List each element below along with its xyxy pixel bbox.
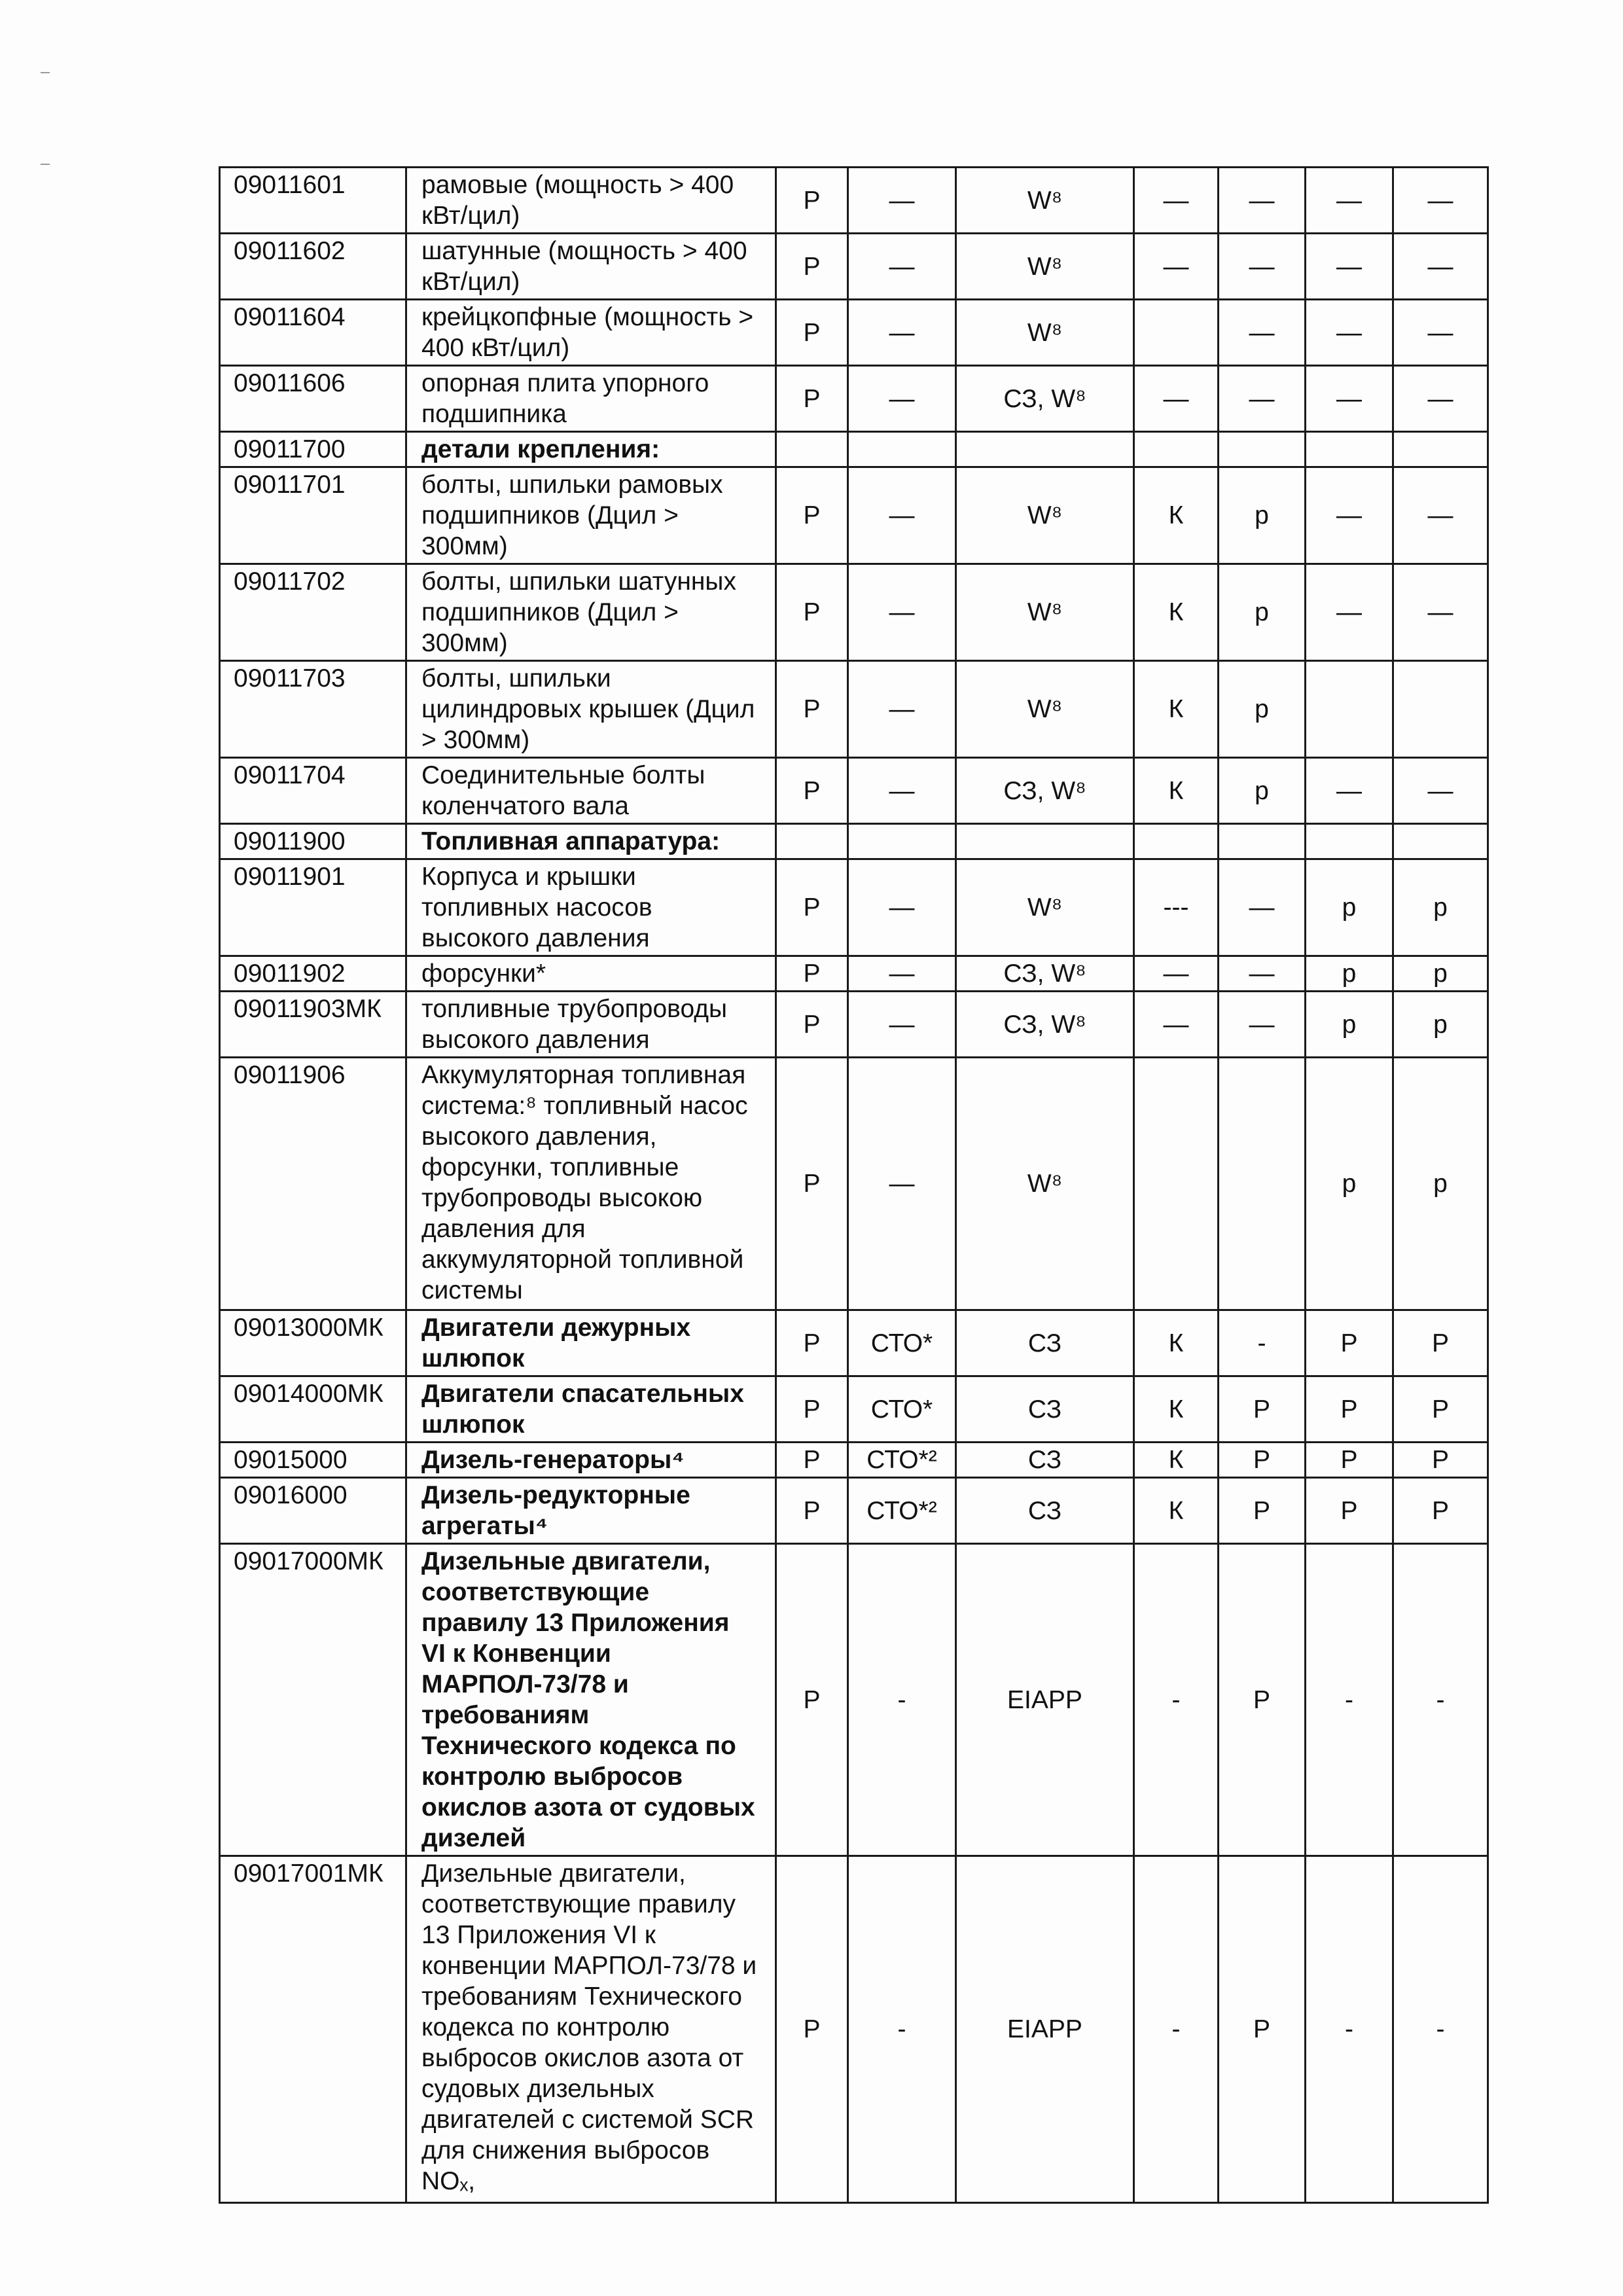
col-3-cell: W⁸ — [956, 564, 1134, 661]
col-3-cell: W⁸ — [956, 661, 1134, 758]
col-4-cell: — — [1134, 366, 1219, 432]
col-6-cell: р — [1306, 956, 1393, 992]
col-1-cell: Р — [776, 1310, 848, 1376]
code-cell: 09011901 — [220, 859, 406, 956]
table-row — [220, 758, 1488, 824]
col-7-cell — [1393, 432, 1488, 467]
table-row — [220, 366, 1488, 432]
col-1-cell — [776, 824, 848, 859]
col-7-cell — [1393, 661, 1488, 758]
col-1-cell — [776, 432, 848, 467]
code-cell: 09014000МК — [220, 1376, 406, 1443]
col-1-cell: Р — [776, 859, 848, 956]
col-3-cell — [956, 432, 1134, 467]
col-5-cell: Р — [1219, 1443, 1306, 1478]
col-6-cell: Р — [1306, 1478, 1393, 1544]
description-cell: топливные трубопроводы высокого давления — [406, 992, 776, 1058]
col-3-cell: EIAPP — [956, 1856, 1134, 2203]
description-cell: форсунки* — [406, 956, 776, 992]
col-5-cell: - — [1219, 1310, 1306, 1376]
table-body — [220, 168, 1488, 2203]
col-5-cell: — — [1219, 234, 1306, 300]
col-5-cell: Р — [1219, 1856, 1306, 2203]
col-5-cell: Р — [1219, 1544, 1306, 1856]
description-cell: детали крепления: — [406, 432, 776, 467]
table-row — [220, 956, 1488, 992]
col-7-cell: р — [1393, 992, 1488, 1058]
col-2-cell: — — [848, 758, 956, 824]
col-7-cell: Р — [1393, 1310, 1488, 1376]
col-6-cell: — — [1306, 234, 1393, 300]
col-5-cell: — — [1219, 366, 1306, 432]
description-cell: Дизель-генераторы⁴ — [406, 1443, 776, 1478]
col-3-cell: СЗ, W⁸ — [956, 956, 1134, 992]
col-5-cell: р — [1219, 564, 1306, 661]
col-1-cell: Р — [776, 1544, 848, 1856]
table-row — [220, 432, 1488, 467]
scan-artifact — [41, 164, 50, 165]
col-5-cell: — — [1219, 992, 1306, 1058]
col-1-cell: Р — [776, 1856, 848, 2203]
col-4-cell: - — [1134, 1856, 1219, 2203]
col-7-cell: р — [1393, 859, 1488, 956]
description-cell: Дизельные двигатели, соответствующие правилу 13 Приложения VI к Конвенции МАРПОЛ-73/78 и требованиям Технического кодекса по контролю выбросов окислов азота от судовых дизелей — [406, 1544, 776, 1856]
col-5-cell — [1219, 1058, 1306, 1310]
col-2-cell: — — [848, 300, 956, 366]
code-cell: 09017001МК — [220, 1856, 406, 2203]
col-1-cell: Р — [776, 168, 848, 234]
col-3-cell: СЗ — [956, 1310, 1134, 1376]
description-cell: Дизельные двигатели, соответствующие правилу 13 Приложения VI к конвенции МАРПОЛ-73/78 и требованиям Технического кодекса по контролю выбросов окислов азота от судовых дизельных двигателей с системой SCR для снижения выбросов NOₓ, — [406, 1856, 776, 2203]
col-1-cell: Р — [776, 300, 848, 366]
col-4-cell: К — [1134, 1310, 1219, 1376]
col-2-cell: — — [848, 992, 956, 1058]
col-2-cell: — — [848, 234, 956, 300]
col-2-cell — [848, 432, 956, 467]
col-2-cell — [848, 824, 956, 859]
code-cell: 09011903МК — [220, 992, 406, 1058]
col-4-cell: К — [1134, 1478, 1219, 1544]
col-1-cell: Р — [776, 366, 848, 432]
col-7-cell: р — [1393, 1058, 1488, 1310]
col-6-cell — [1306, 661, 1393, 758]
col-6-cell: р — [1306, 859, 1393, 956]
col-6-cell: — — [1306, 564, 1393, 661]
col-4-cell: — — [1134, 234, 1219, 300]
code-cell: 09015000 — [220, 1443, 406, 1478]
col-5-cell: — — [1219, 168, 1306, 234]
col-2-cell: — — [848, 956, 956, 992]
code-cell: 09011900 — [220, 824, 406, 859]
table-row — [220, 1443, 1488, 1478]
code-cell: 09011902 — [220, 956, 406, 992]
code-cell: 09017000МК — [220, 1544, 406, 1856]
description-cell: Корпуса и крышки топливных насосов высокого давления — [406, 859, 776, 956]
col-7-cell: — — [1393, 366, 1488, 432]
code-cell: 09011601 — [220, 168, 406, 234]
table-row — [220, 992, 1488, 1058]
table-row — [220, 824, 1488, 859]
col-2-cell: СТО* — [848, 1376, 956, 1443]
col-3-cell: W⁸ — [956, 467, 1134, 564]
code-cell: 09011604 — [220, 300, 406, 366]
col-1-cell: Р — [776, 1376, 848, 1443]
col-7-cell: Р — [1393, 1376, 1488, 1443]
description-cell: крейцкопфные (мощность > 400 кВт/цил) — [406, 300, 776, 366]
col-7-cell: — — [1393, 300, 1488, 366]
col-4-cell: — — [1134, 992, 1219, 1058]
col-5-cell: — — [1219, 300, 1306, 366]
table-row — [220, 168, 1488, 234]
description-cell: Дизель-редукторные агрегаты⁴ — [406, 1478, 776, 1544]
col-1-cell: Р — [776, 234, 848, 300]
col-2-cell: - — [848, 1856, 956, 2203]
col-7-cell: Р — [1393, 1478, 1488, 1544]
col-1-cell: Р — [776, 956, 848, 992]
table-row — [220, 1478, 1488, 1544]
col-4-cell — [1134, 824, 1219, 859]
description-cell: Двигатели спасательных шлюпок — [406, 1376, 776, 1443]
col-6-cell: — — [1306, 300, 1393, 366]
col-5-cell: р — [1219, 467, 1306, 564]
table-row — [220, 1310, 1488, 1376]
code-cell: 09011602 — [220, 234, 406, 300]
col-7-cell: — — [1393, 168, 1488, 234]
code-cell: 09011703 — [220, 661, 406, 758]
col-3-cell: W⁸ — [956, 300, 1134, 366]
col-4-cell — [1134, 300, 1219, 366]
col-1-cell: Р — [776, 661, 848, 758]
description-cell: болты, шпильки цилиндровых крышек (Дцил > 300мм) — [406, 661, 776, 758]
col-4-cell: К — [1134, 1376, 1219, 1443]
col-6-cell: - — [1306, 1856, 1393, 2203]
code-cell: 09011906 — [220, 1058, 406, 1310]
col-1-cell: Р — [776, 1058, 848, 1310]
description-cell: Двигатели дежурных шлюпок — [406, 1310, 776, 1376]
col-5-cell: р — [1219, 758, 1306, 824]
col-4-cell: К — [1134, 661, 1219, 758]
col-2-cell: — — [848, 859, 956, 956]
col-3-cell: СЗ, W⁸ — [956, 992, 1134, 1058]
code-cell: 09016000 — [220, 1478, 406, 1544]
col-7-cell: — — [1393, 467, 1488, 564]
col-2-cell: — — [848, 1058, 956, 1310]
col-3-cell: W⁸ — [956, 1058, 1134, 1310]
equipment-table — [219, 166, 1489, 2204]
table-row — [220, 234, 1488, 300]
col-4-cell — [1134, 432, 1219, 467]
col-7-cell — [1393, 824, 1488, 859]
table-row — [220, 661, 1488, 758]
col-6-cell: - — [1306, 1544, 1393, 1856]
col-4-cell: К — [1134, 467, 1219, 564]
col-6-cell: — — [1306, 366, 1393, 432]
col-4-cell: — — [1134, 168, 1219, 234]
col-2-cell: — — [848, 366, 956, 432]
col-1-cell: Р — [776, 467, 848, 564]
col-2-cell: СТО*² — [848, 1478, 956, 1544]
description-cell: болты, шпильки рамовых подшипников (Дцил > 300мм) — [406, 467, 776, 564]
col-6-cell: Р — [1306, 1310, 1393, 1376]
col-2-cell: — — [848, 661, 956, 758]
col-3-cell — [956, 824, 1134, 859]
col-2-cell: — — [848, 564, 956, 661]
col-6-cell: — — [1306, 168, 1393, 234]
code-cell: 09011701 — [220, 467, 406, 564]
col-3-cell: EIAPP — [956, 1544, 1134, 1856]
col-2-cell: СТО* — [848, 1310, 956, 1376]
col-4-cell: - — [1134, 1544, 1219, 1856]
code-cell: 09011702 — [220, 564, 406, 661]
col-1-cell: Р — [776, 992, 848, 1058]
code-cell: 09011700 — [220, 432, 406, 467]
col-4-cell: К — [1134, 1443, 1219, 1478]
col-3-cell: СЗ — [956, 1443, 1134, 1478]
col-6-cell: Р — [1306, 1376, 1393, 1443]
col-1-cell: Р — [776, 758, 848, 824]
table-row — [220, 564, 1488, 661]
code-cell: 09011606 — [220, 366, 406, 432]
col-5-cell — [1219, 824, 1306, 859]
col-7-cell: - — [1393, 1856, 1488, 2203]
col-2-cell: СТО*² — [848, 1443, 956, 1478]
col-1-cell: Р — [776, 1443, 848, 1478]
col-5-cell: Р — [1219, 1376, 1306, 1443]
col-5-cell — [1219, 432, 1306, 467]
col-4-cell: К — [1134, 564, 1219, 661]
col-4-cell: — — [1134, 956, 1219, 992]
col-3-cell: СЗ, W⁸ — [956, 366, 1134, 432]
table-row — [220, 1376, 1488, 1443]
col-4-cell — [1134, 1058, 1219, 1310]
col-2-cell: — — [848, 168, 956, 234]
description-cell: Аккумуляторная топливная система:⁸ топливный насос высокого давления, форсунки, топливные трубопроводы высокою давления для аккумуляторной топливной системы — [406, 1058, 776, 1310]
description-cell: Соединительные болты коленчатого вала — [406, 758, 776, 824]
scan-artifact — [41, 72, 50, 73]
col-7-cell: — — [1393, 758, 1488, 824]
col-5-cell: р — [1219, 661, 1306, 758]
description-cell: рамовые (мощность > 400 кВт/цил) — [406, 168, 776, 234]
col-6-cell: р — [1306, 1058, 1393, 1310]
col-3-cell: СЗ — [956, 1478, 1134, 1544]
col-4-cell: --- — [1134, 859, 1219, 956]
col-6-cell: Р — [1306, 1443, 1393, 1478]
col-5-cell: — — [1219, 956, 1306, 992]
col-7-cell: - — [1393, 1544, 1488, 1856]
description-cell: Топливная аппаратура: — [406, 824, 776, 859]
table-row — [220, 1058, 1488, 1310]
table-row — [220, 859, 1488, 956]
col-4-cell: К — [1134, 758, 1219, 824]
col-7-cell: — — [1393, 234, 1488, 300]
col-7-cell: — — [1393, 564, 1488, 661]
col-3-cell: W⁸ — [956, 859, 1134, 956]
table-row — [220, 300, 1488, 366]
description-cell: болты, шпильки шатунных подшипников (Дцил > 300мм) — [406, 564, 776, 661]
col-6-cell: — — [1306, 467, 1393, 564]
description-cell: опорная плита упорного подшипника — [406, 366, 776, 432]
col-2-cell: — — [848, 467, 956, 564]
code-cell: 09011704 — [220, 758, 406, 824]
col-3-cell: СЗ — [956, 1376, 1134, 1443]
description-cell: шатунные (мощность > 400 кВт/цил) — [406, 234, 776, 300]
table-row — [220, 1544, 1488, 1856]
col-6-cell: р — [1306, 992, 1393, 1058]
col-5-cell: — — [1219, 859, 1306, 956]
col-6-cell — [1306, 824, 1393, 859]
col-7-cell: р — [1393, 956, 1488, 992]
col-6-cell — [1306, 432, 1393, 467]
col-2-cell: - — [848, 1544, 956, 1856]
col-5-cell: Р — [1219, 1478, 1306, 1544]
col-3-cell: W⁸ — [956, 168, 1134, 234]
code-cell: 09013000МК — [220, 1310, 406, 1376]
col-7-cell: Р — [1393, 1443, 1488, 1478]
col-1-cell: Р — [776, 1478, 848, 1544]
col-3-cell: W⁸ — [956, 234, 1134, 300]
col-3-cell: СЗ, W⁸ — [956, 758, 1134, 824]
table-row — [220, 1856, 1488, 2203]
col-1-cell: Р — [776, 564, 848, 661]
table-row — [220, 467, 1488, 564]
col-6-cell: — — [1306, 758, 1393, 824]
